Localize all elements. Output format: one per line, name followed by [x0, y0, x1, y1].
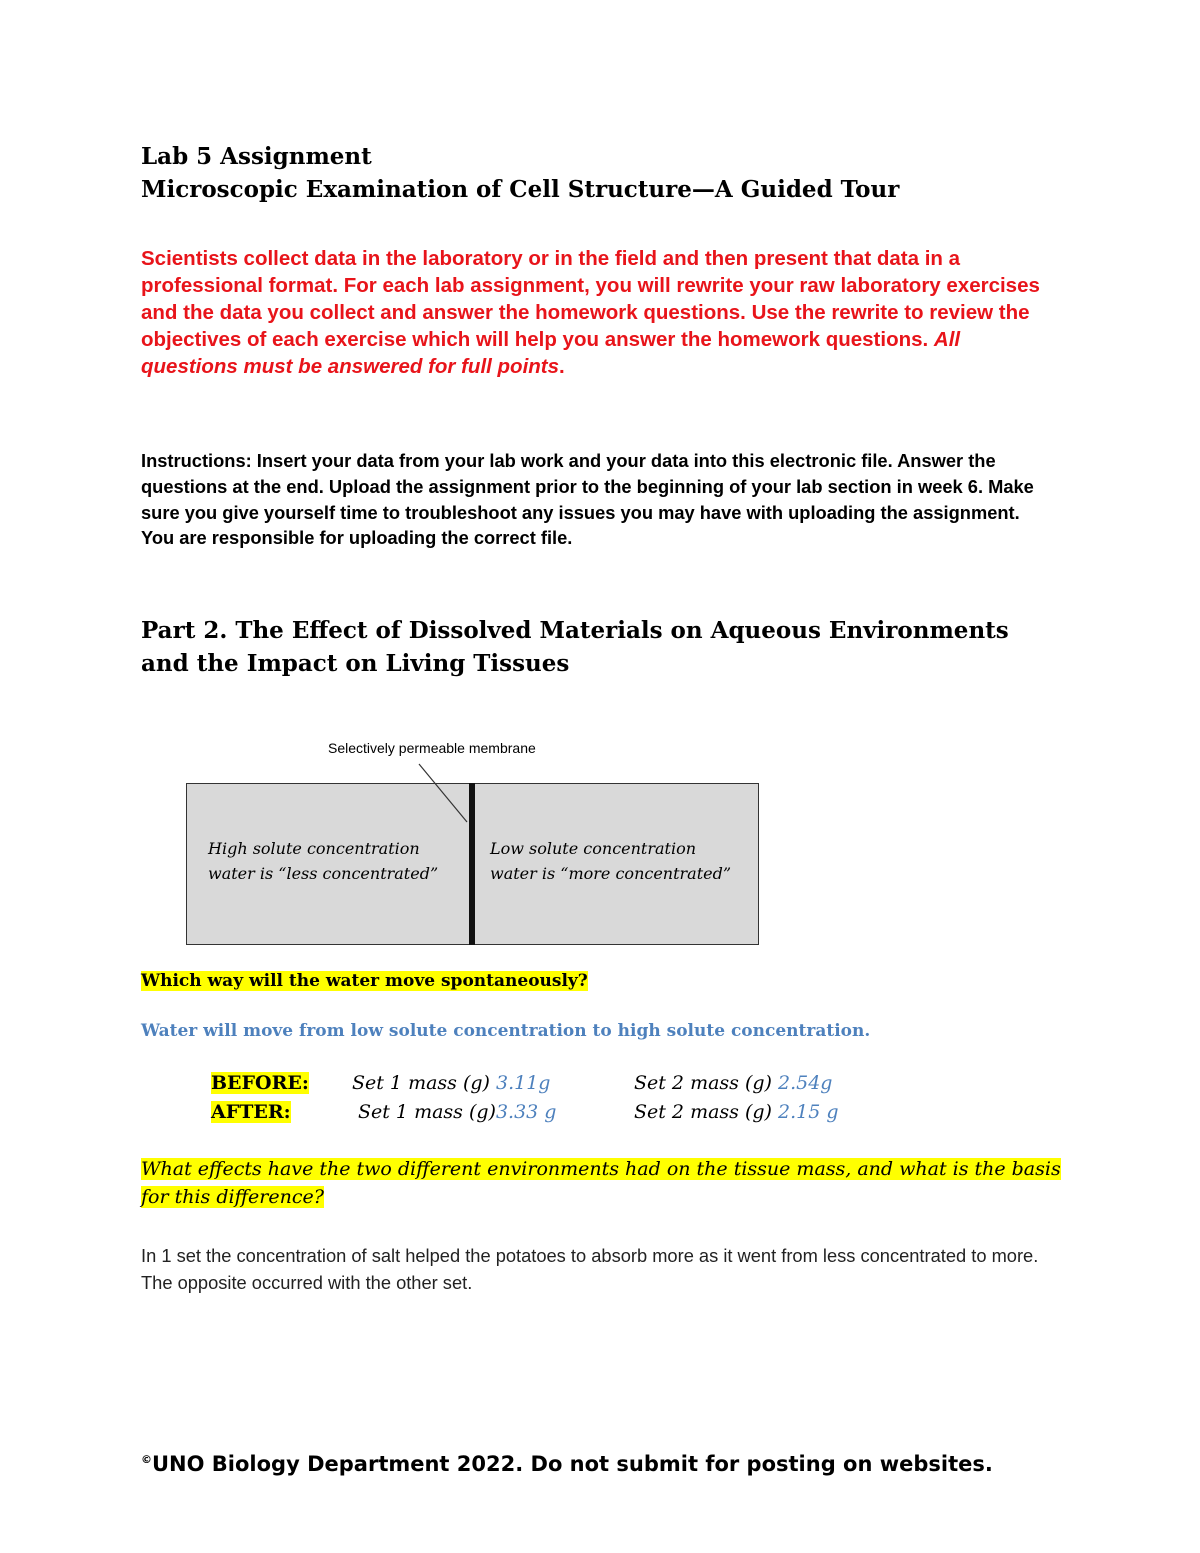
answer-tissue-mass: In 1 set the concentration of salt helped the potatoes to absorb more as it went from less concentrated to more. The opposite occurred with the other set. — [141, 1245, 1039, 1293]
before-set2-mass: Set 2 mass (g) 2.54g — [634, 1072, 833, 1094]
answer-water-movement: Water will move from low solute concentration to high solute concentration. — [141, 1021, 871, 1041]
question-tissue-mass — [141, 1155, 1061, 1211]
intro-end: . — [559, 355, 565, 378]
after-set2-value: 2.15 g — [777, 1101, 839, 1123]
left-compartment-label — [208, 836, 438, 886]
after-set1-mass: Set 1 mass (g)3.33 g — [358, 1101, 557, 1123]
right-compartment-label — [490, 836, 731, 886]
right-line-1: Low solute concentration — [490, 839, 697, 858]
before-set2-value: 2.54g — [777, 1072, 833, 1094]
membrane-label: Selectively permeable membrane — [328, 740, 536, 756]
before-set1-value: 3.11g — [495, 1072, 551, 1094]
membrane-pointer-line — [415, 760, 485, 830]
part2-heading: Part 2. The Effect of Dissolved Materials on Aqueous Environments and the Impact on Living Tissues — [141, 617, 1009, 677]
after-label: AFTER: — [211, 1101, 291, 1123]
footer-text: UNO Biology Department 2022. Do not submit for posting on websites. — [152, 1452, 993, 1476]
copyright-footer — [141, 1446, 1041, 1478]
before-set1-mass: Set 1 mass (g) 3.11g — [352, 1072, 551, 1094]
left-line-2: water is “less concentrated” — [208, 864, 439, 883]
copyright-symbol: © — [141, 1453, 152, 1466]
before-label: BEFORE: — [211, 1072, 309, 1094]
assignment-title: Lab 5 Assignment — [141, 143, 372, 170]
question-1-text: Which way will the water move spontaneously? — [141, 971, 588, 991]
instructions-paragraph: Instructions: Insert your data from your lab work and your data into this electronic file. Answer the questions at the end. Upload the assignment prior to the beginning of your lab section in week 6. Make sure you give yourself time to troubleshoot any issues you may have with uploading the assignment. You are responsible for uploading the correct file. — [141, 450, 1034, 549]
left-line-1: High solute concentration — [208, 839, 420, 858]
question-2-text: What effects have the two different environments had on the tissue mass, and what is the basis for this difference? — [141, 1158, 1061, 1208]
intro-text: Scientists collect data in the laboratory or in the field and then present that data in a professional format. For each lab assignment, you will rewrite your raw laboratory exercises and the data you collect and answer the homework questions. Use the rewrite to review the objectives of each exercise which will help you answer the homework questions. — [141, 247, 1040, 351]
question-water-movement — [141, 971, 588, 991]
assignment-subtitle: Microscopic Examination of Cell Structure—A Guided Tour — [141, 176, 900, 203]
right-line-2: water is “more concentrated” — [490, 864, 732, 883]
intro-italic-text: All questions must be answered for full points — [141, 328, 961, 378]
intro-paragraph — [141, 245, 1051, 380]
after-set1-value: 3.33 g — [495, 1101, 557, 1123]
after-set2-mass: Set 2 mass (g) 2.15 g — [634, 1101, 839, 1123]
